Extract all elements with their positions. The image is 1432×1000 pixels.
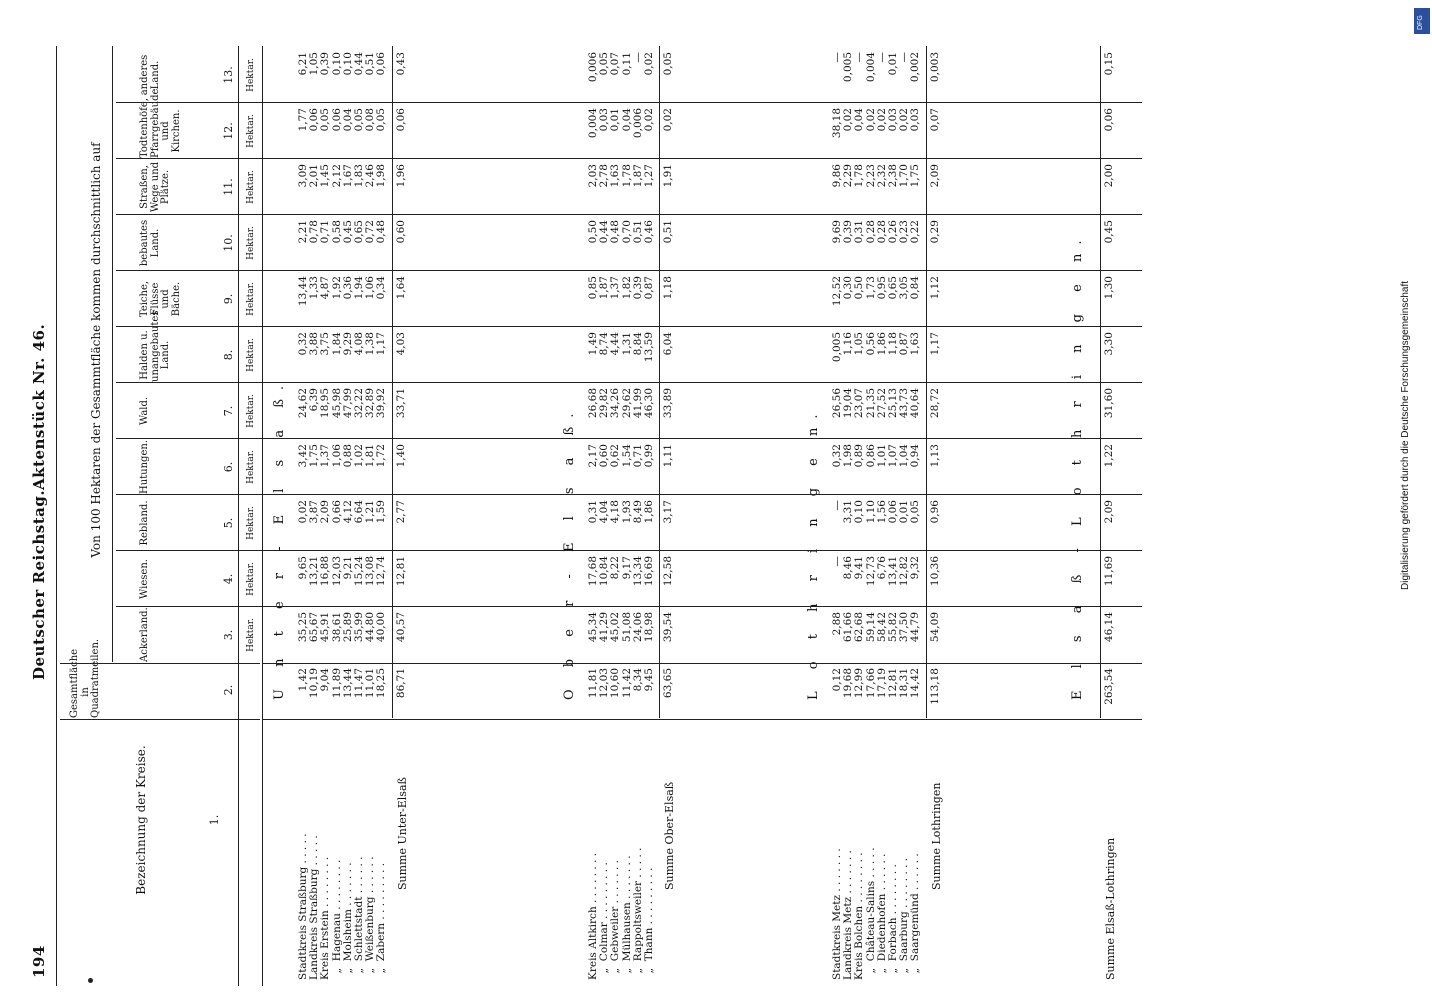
section-2-sum-12: 0,02 [662,108,675,132]
column-unit-8: Hektar. [246,338,256,372]
col2-label: Gesamtfläche in Quadratmeilen. [69,638,101,718]
column-header-7: Wald. [139,396,150,426]
section-2-sum-label: Summe Ober-Elsaß [663,781,677,890]
section-3-sum-13: 0,003 [928,52,941,83]
section-4-sum-11: 2,00 [1103,164,1115,188]
column-number-6: 6. [222,461,235,473]
section-3-sum-12: 0,07 [928,108,941,132]
column-number-11: 11. [222,178,235,196]
section-title-1: U n t e r - E l s a ß. [272,376,287,700]
section-1-sum-8: 4,03 [394,332,407,356]
section-3-sum-5: 0,96 [928,500,941,524]
section-2-district-names: Kreis Altkirch . . . . . . . . „ Colmar . . . . . . . . . „ Gebweiler . . . . . . . „ Mülhausen . . . . . . . „ Rappoltsweiler . . . . . „ Thann . . . . . . . . . [587,847,656,980]
section-title-2: O b e r - E l s a ß. [562,404,577,700]
section-1-column-8: 0,32 3,88 3,75 1,84 9,29 4,08 1,38 1,17 [297,332,388,356]
section-2-sum-13: 0,05 [662,52,675,76]
column-header-6: Hutungen. [139,440,150,494]
section-3-column-3: 2,88 61,66 62,68 59,14 58,42 55,82 37,50 44,79 [831,612,922,643]
section-2-column-4: 17,68 10,84 8,22 9,17 13,34 16,69 [587,556,656,587]
section-1-sum-11: 1,96 [394,164,407,188]
section-2-sum-9: 1,18 [662,276,675,300]
section-3-sum-4: 10,36 [928,556,941,587]
column-unit-4: Hektar. [246,562,256,596]
section-2-column-13: 0,006 0,05 0,07 0,11 — 0,02 [587,52,656,83]
column-header-4: Wiesen. [139,559,150,599]
section-3-column-11: 9,86 2,29 1,78 2,23 2,32 2,38 1,70 1,75 [831,164,922,188]
column-number-12: 12. [222,122,235,140]
page-title: Deutscher Reichstag. [30,489,48,680]
section-4-sum-2: 263,54 [1103,668,1115,705]
document-number: Aktenstück Nr. 46. [30,323,48,490]
section-1-column-12: 1,77 0,06 0,05 0,06 0,04 0,05 0,08 0,05 [297,108,388,132]
section-3-column-2: 0,12 19,68 12,99 17,66 17,19 12,81 18,31 14,42 [831,668,922,699]
section-3-sum-9: 1,12 [928,276,941,300]
group-label: Von 100 Hektaren der Gesammtfläche kommen durchschnittlich auf [89,142,103,558]
section-2-sum-4: 12,58 [662,556,675,587]
section-3-column-7: 26,56 19,04 23,07 21,35 27,52 25,13 43,73 40,64 [831,388,922,419]
section-4-sum-6: 1,22 [1103,444,1115,468]
column-unit-7: Hektar. [246,394,256,428]
col1-label: Bezeichnung der Kreise. [134,745,148,895]
section-2-sum-6: 1,11 [662,444,675,468]
section-3-column-4: — 8,46 9,41 12,73 6,76 13,41 12,82 9,32 [831,556,922,587]
column-number-4: 4. [222,573,235,585]
section-4-sum-4: 11,69 [1103,556,1115,587]
column-unit-10: Hektar. [246,226,256,260]
column-unit-13: Hektar. [246,58,256,92]
section-2-sum-7: 33,89 [662,388,675,419]
section-1-sum-9: 1,64 [394,276,407,300]
column-header-11: Straßen, Wege und Plätze. [139,161,171,213]
column-unit-12: Hektar. [246,114,256,148]
section-3-sum-10: 0,29 [928,220,941,244]
section-3-column-5: — 3,31 0,10 1,10 1,56 0,06 0,01 0,05 [831,500,922,524]
column-header-3: Ackerland. [139,607,150,662]
section-2-column-2: 11,81 12,03 10,60 11,42 8,34 9,45 [587,668,656,699]
section-1-column-7: 24,62 6,39 18,95 45,98 47,99 32,22 32,89 39,92 [297,388,388,419]
section-2-column-8: 1,49 8,74 4,44 1,31 8,84 13,59 [587,332,656,363]
col1-number: 1. [208,814,221,826]
column-header-12: Todtenhöfe, Pfarrgebäude und Kirchen. [139,88,182,158]
section-1-sum-2: 86,71 [394,668,407,699]
section-4-sum-3: 46,14 [1103,612,1115,643]
section-3-sum-11: 2,09 [928,164,941,188]
column-number-3: 3. [222,629,235,641]
section-3-column-10: 9,69 0,39 0,31 0,28 0,28 0,26 0,23 0,22 [831,220,922,244]
section-1-sum-3: 40,57 [394,612,407,643]
section-2-column-10: 0,50 0,44 0,48 0,70 0,51 0,46 [587,220,656,244]
section-4-sum-5: 2,09 [1103,500,1115,524]
col2-number: 2. [222,684,235,696]
section-1-sum-13: 0,43 [394,52,407,76]
section-2-column-6: 2,17 0,60 0,62 1,54 0,71 0,99 [587,444,656,468]
section-4-sum-10: 0,45 [1103,220,1115,244]
page-number: 194 [30,945,48,978]
column-header-10: bebautes Land. [139,219,161,267]
section-3-sum-7: 28,72 [928,388,941,419]
column-number-10: 10. [222,234,235,252]
column-number-5: 5. [222,517,235,529]
section-3-column-8: 0,005 1,16 1,05 0,56 1,86 1,18 0,87 1,63 [831,332,922,363]
section-1-sum-10: 0,60 [394,220,407,244]
column-number-8: 8. [222,349,235,361]
section-4-sum-12: 0,06 [1103,108,1115,132]
section-1-sum-7: 33,71 [394,388,407,419]
section-title-3: L o t h r i n g e n. [806,405,821,700]
section-2-column-7: 26,68 29,82 34,26 29,62 41,99 46,30 [587,388,656,419]
section-1-column-2: 1,42 10,19 9,04 11,89 13,44 11,47 11,01 18,25 [297,668,388,699]
section-2-column-9: 0,85 1,87 1,37 1,82 0,39 0,87 [587,276,656,300]
section-3-sum-label: Summe Lothringen [929,782,943,890]
column-header-5: Rebland. [139,500,150,546]
section-2-column-11: 2,03 2,78 1,63 1,78 1,87 1,27 [587,164,656,188]
column-number-13: 13. [222,66,235,84]
section-3-column-6: 0,32 1,98 0,89 0,86 1,01 1,07 1,04 0,94 [831,444,922,468]
section-2-sum-11: 1,91 [662,164,675,188]
section-3-column-13: — 0,005 — 0,004 — 0,01 — 0,002 [831,52,922,83]
section-3-sum-2: 113,18 [928,668,941,705]
margin-dot [88,978,93,983]
column-unit-11: Hektar. [246,170,256,204]
section-1-column-11: 3,09 2,01 1,45 2,12 1,67 1,83 2,46 1,98 [297,164,388,188]
column-header-8: Halden u. unangebautes Land. [139,310,171,382]
section-1-sum-label: Summe Unter-Elsaß [395,777,409,890]
section-3-sum-8: 1,17 [928,332,941,356]
section-1-column-4: 9,65 13,21 16,88 12,03 9,21 15,24 13,08 12,74 [297,556,388,587]
section-3-sum-3: 54,09 [928,612,941,643]
section-2-sum-5: 3,17 [662,500,675,524]
section-2-column-3: 45,34 41,29 45,02 51,08 24,06 18,98 [587,612,656,643]
section-2-column-12: 0,004 0,03 0,01 0,04 0,006 0,02 [587,108,656,139]
column-number-9: 9. [222,293,235,305]
section-title-4: E l s a ß - L o t h r i n g e n. [1070,231,1085,700]
section-2-sum-2: 63,65 [662,668,675,699]
column-number-7: 7. [222,405,235,417]
section-1-column-13: 6,21 1,05 0,39 0,10 0,10 0,44 0,51 0,06 [297,52,388,76]
section-1-sum-5: 2,77 [394,500,407,524]
section-2-sum-10: 0,51 [662,220,675,244]
section-3-sum-6: 1,13 [928,444,941,468]
section-1-sum-12: 0,06 [394,108,407,132]
section-3-column-9: 12,52 0,30 0,50 1,73 0,95 0,65 3,05 0,84 [831,276,922,307]
section-1-district-names: Stadtkreis Straßburg . . . . . Landkreis Straßburg . . . . . Kreis Erstein . . . . . . . . „ Hagenau . . . . . . . . „ Molsheim . . . . . . . „ Schlettstadt . . . . . . „ Weißenburg . . . . . . „ Zabern . . . . . . . . . [297,833,388,980]
column-unit-6: Hektar. [246,450,256,484]
section-1-column-3: 35,25 65,67 45,91 38,61 25,89 35,99 44,80 40,00 [297,612,388,643]
section-1-column-10: 2,21 0,78 0,71 0,58 0,45 0,65 0,72 0,48 [297,220,388,244]
column-unit-9: Hektar. [246,282,256,316]
section-4-sum-8: 3,30 [1103,332,1115,356]
section-4-sum-13: 0,15 [1103,52,1115,76]
section-1-sum-4: 12,81 [394,556,407,587]
dfg-logo: DFG [1414,8,1430,34]
section-2-sum-3: 39,54 [662,612,675,643]
section-1-column-5: 0,02 3,87 2,09 0,66 4,12 6,64 1,21 1,59 [297,500,388,524]
section-1-column-9: 13,44 1,33 4,87 1,92 0,36 1,94 1,06 0,34 [297,276,388,307]
section-3-column-12: 38,18 0,02 0,04 0,02 0,02 0,03 0,02 0,03 [831,108,922,139]
section-4-sum-7: 31,60 [1103,388,1115,419]
section-1-sum-6: 1,40 [394,444,407,468]
section-4-sum-9: 1,30 [1103,276,1115,300]
section-2-sum-8: 6,04 [662,332,675,356]
section-2-column-5: 0,31 4,04 4,18 1,93 8,49 1,86 [587,500,656,524]
section-3-district-names: Stadtkreis Metz . . . . . . . Landkreis Metz . . . . . . . Kreis Bolchen . . . . . . . . „ Château-Salins . . . . . „ Diedenhofen . . . . . . „ Forbach . . . . . . . . „ Saarburg . . . . . . . . „ Saargemünd . . . . . . [831,847,922,980]
column-header-9: Teiche, Flüsse und Bäche. [139,280,182,318]
column-unit-5: Hektar. [246,506,256,540]
section-4-sum-label: Summe Elsaß-Lothringen [1104,837,1117,980]
column-header-13: anderes Land. [139,54,161,96]
section-1-column-6: 3,42 1,75 1,37 1,06 0,88 1,02 1,81 1,72 [297,444,388,468]
column-unit-3: Hektar. [246,618,256,652]
